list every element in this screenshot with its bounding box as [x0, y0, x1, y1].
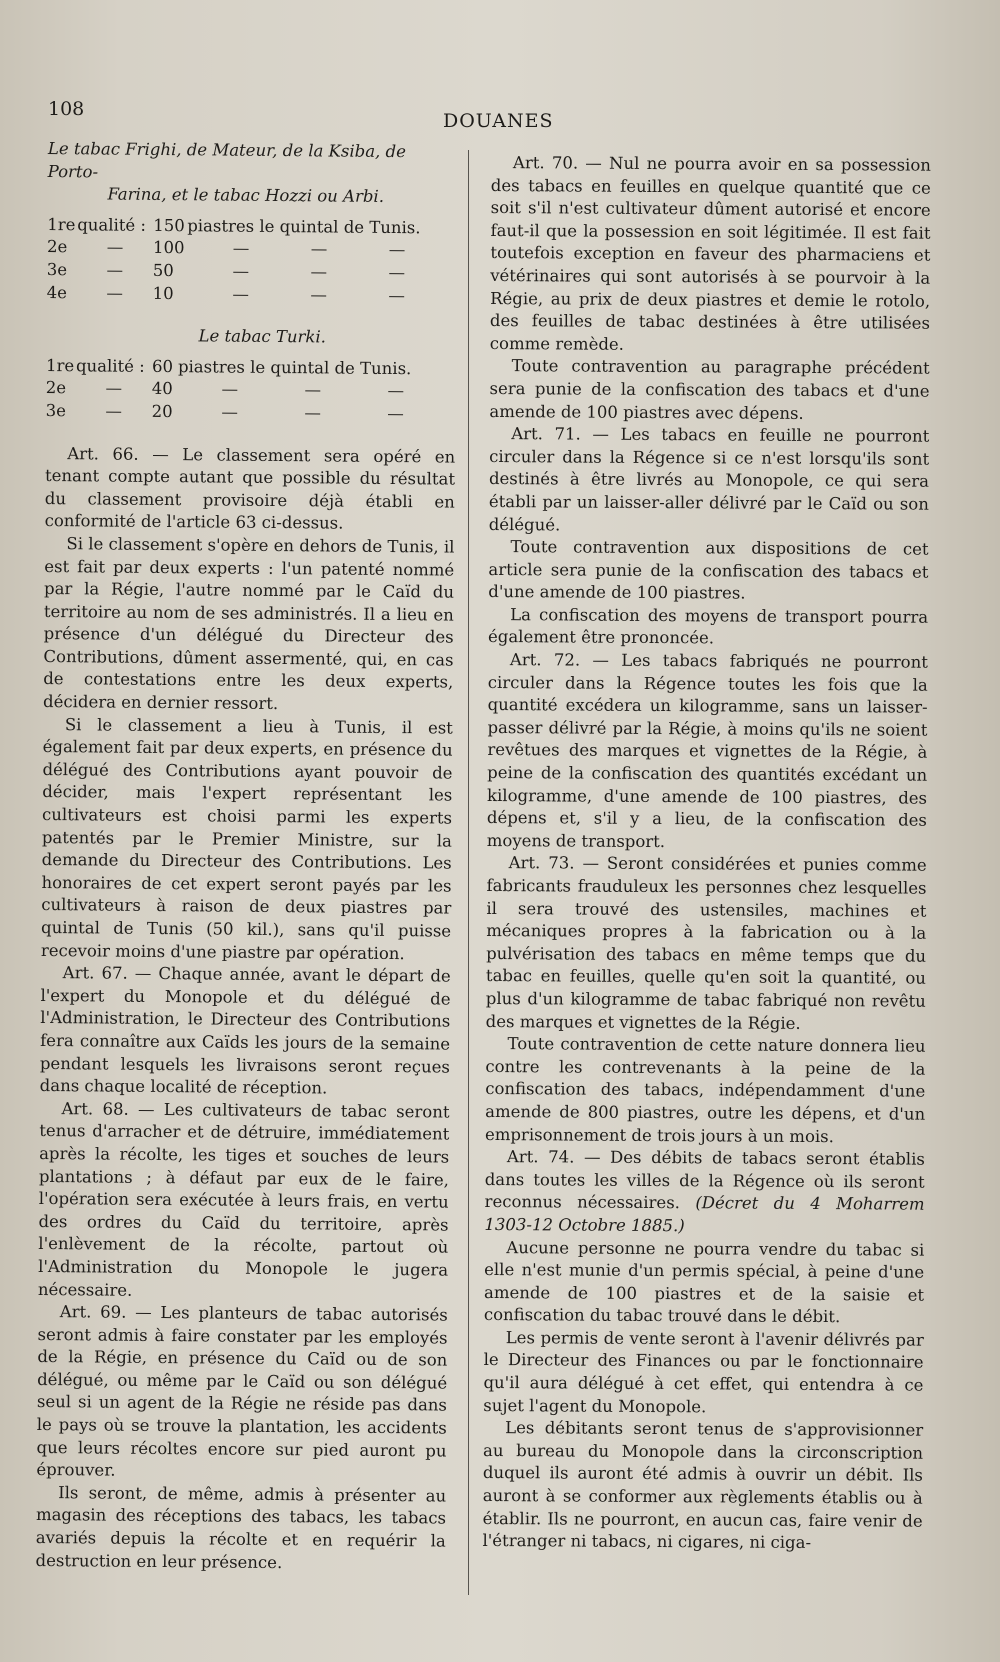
grade-value: 150 [153, 215, 185, 235]
grade-value: 20 [151, 401, 173, 422]
article-72: Art. 72. — Les tabacs fabriqués ne pourront circuler dans la Régence toutes les fois que la quantité excédera un kilogramme, sans un laisser-passer délivré par la Régie, à moins qu'ils ne soient revêtues des marques et vignettes de la Régie, à peine de la confiscation des quantités excédant un kilogramme, d'une amende de 100 piastres, des dépens et, s'il y a lieu, de la confiscation des moyens de transport. [486, 650, 928, 851]
tabac1-heading [47, 138, 458, 209]
paragraph-tabacs-avaries: Ils seront, de même, admis à présenter au magasin des réceptions des tabacs, les tabacs avariés depuis la récolte et en requérir la destruction en leur présence. [35, 1482, 447, 1572]
tabac2-grade-table [46, 355, 457, 426]
grade-ditto-mark: — [106, 237, 124, 258]
grade-unit: — [232, 284, 249, 304]
grade-ditto-mark: — [310, 262, 328, 282]
grade-ditto-mark: — [105, 401, 122, 421]
grade-ditto-mark: — [310, 239, 328, 259]
paragraph-contravention-73: Toute contravention de cette nature donnera lieu contre les contrevenants à la peine de la confiscation des tabacs, indépendamment d'une amende de 800 piastres, outre les dépens, et d'un emprisonnement de trois jours à un mois. [484, 1034, 926, 1146]
grade-value: 100 [152, 238, 185, 258]
right-column [482, 152, 931, 1555]
article-74-text: Art. 74. — Des débits de tabacs seront établis dans toutes les villes de la Régence où ils seront reconnus nécessaires. [484, 1147, 925, 1213]
grade-label: 1re [45, 355, 75, 375]
grade-unit: piastres le quintal de Tunis. [187, 216, 421, 238]
grade-unit: piastres le quintal de Tunis. [177, 356, 412, 378]
grade-value: 50 [152, 260, 174, 281]
paragraph-debitants: Les débitants seront tenus de s'approvisionner au bureau du Monopole dans la circonscription duquel ils auront été admis à ouvrir un débit. Ils auront à se conformer aux règlements établis ou à établir. Ils ne pourront, en aucun cas, faire venir de l'étranger ni tabacs, ni cigares, ni ciga- [482, 1418, 924, 1553]
grade-label: 1re [47, 214, 76, 235]
grade-value: 10 [152, 283, 174, 303]
grade-value: 40 [151, 379, 173, 399]
grade-quality-label: qualité : [77, 215, 147, 235]
grade-value: 60 [151, 356, 174, 376]
article-66: Art. 66. — Le classement sera opéré en tenant compte autant que possible du résultat du classement provisoire déjà établi en conformité de l'article 63 ci-dessus. [44, 443, 456, 533]
grade-ditto-mark: — [304, 380, 322, 400]
grade-label: 3e [46, 259, 68, 280]
grade-unit: — [221, 379, 239, 400]
tabac1-grade-table [47, 214, 458, 308]
page-number: 108 [48, 98, 85, 120]
paragraph-permis-vente: Les permis de vente seront à l'avenir délivrés par le Directeur des Finances ou par le fonctionnaire qu'il aura délégué à cet effet, qui entendra à ce sujet l'agent du Monopole. [483, 1327, 924, 1416]
tabac2-heading: Le tabac Turki. [198, 326, 327, 347]
tabac1-heading-line1: Le tabac Frighi, de Mateur, de la Ksiba, de Porto- [47, 138, 406, 182]
paragraph-permis-special: Aucune personne ne pourra vendre du tabac si elle n'est munie d'un permis spécial, à peine d'une amende de 100 piastres et de la saisie et confiscation du tabac trouvé dans le débit. [483, 1237, 925, 1327]
grade-unit: — [232, 261, 250, 281]
paragraph-contravention-71: Toute contravention aux dispositions de cet article sera punie de la confiscation des tabacs et d'une amende de 100 piastres. [488, 537, 929, 603]
paragraph-contravention-70: Toute contravention au paragraphe précédent sera punie de la confiscation des tabacs et d'une amende de 100 piastres avec dépens. [489, 356, 930, 423]
grade-ditto-mark: — [387, 381, 405, 401]
left-column [35, 138, 458, 1576]
article-71: Art. 71. — Les tabacs en feuille ne pourront circuler dans la Régence si ce n'est lorsqu'ils sont destinés à être livrés au Monopole, ce qui sera établi par un laisser-aller délivré par le Caïd ou son délégué. [488, 424, 930, 534]
grade-ditto-mark: — [388, 285, 405, 305]
article-69: Art. 69. — Les planteurs de tabac autorisés seront admis à faire constater par les employés de la Régie, en présence du Caïd ou de son délégué, ou même par le Caïd ou son délégué seul si un agent de la Régie ne réside pas dans le pays où se trouve la plantation, les accidents que leurs récoltes encore sur pied auront pu éprouver. [36, 1302, 448, 1480]
grade-ditto-mark: — [388, 240, 406, 260]
article-70: Art. 70. — Nul ne pourra avoir en sa possession des tabacs en feuilles en quelque quantité que ce soit s'il n'est cultivateur dûment autorisé et encore faut-il que la possession en soit légitimée. Il est fait toutefois exception en faveur des pharmaciens et vétérinaires qui sont autorisés à se pourvoir à la Régie, au prix de deux piastres et demie le rotolo, des feuilles de tabac destinées à être utilisées comme remède. [489, 153, 931, 354]
grade-row [46, 400, 456, 426]
grade-ditto-mark: — [310, 284, 327, 305]
grade-label: 3e [45, 400, 66, 421]
grade-quality-label: qualité : [75, 356, 145, 376]
grade-ditto-mark: — [387, 403, 404, 424]
grade-label: 2e [46, 237, 68, 257]
running-title: DOUANES [443, 110, 554, 132]
grade-label: 4e [46, 282, 68, 302]
grade-unit: — [221, 402, 238, 422]
grade-ditto-mark: — [105, 378, 123, 398]
grade-unit: — [232, 238, 250, 259]
paragraph-classement-hors-tunis: Si le classement s'opère en dehors de Tunis, il est fait par deux experts : l'un patenté nommé par la Régie, l'autre nommé par le Caïd du territoire au nom de ses administrés. Il a lieu en présence d'un délégué du Directeur des Contributions, dûment assermenté, qui, en cas de contestations entre les deux experts, décidera en dernier ressort. [42, 534, 455, 714]
grade-ditto-mark: — [304, 403, 321, 423]
tabac1-heading-line2: Farina, et le tabac Hozzi ou Arbi. [107, 184, 385, 207]
article-74 [484, 1146, 925, 1239]
grade-label: 2e [45, 378, 67, 398]
paragraph-classement-tunis: Si le classement a lieu à Tunis, il est également fait par deux experts, en présence du délégué des Contributions ayant pouvoir de décider, mais l'expert représentant les cultivateurs est choisi parmi les experts patentés par le Premier Ministre, sur la demande du Directeur des Contributions. Les honoraires de cet expert seront payés par les cultivateurs à raison de deux piastres par quintal de Tunis (50 kil.), sans qu'il puisse recevoir moins d'une piastre par opération. [40, 714, 453, 963]
article-68: Art. 68. — Les cultivateurs de tabac seront tenus d'arracher et de détruire, immédiatement après la récolte, les tiges et souches de leurs plantations ; à défaut par eux de le faire, l'opération sera exécutée à leurs frais, en vertu des ordres du Caïd du territoire, après l'enlèvement de la récolte, partout où l'Administration du Monopole le jugera nécessaire. [37, 1098, 450, 1300]
paragraph-confiscation-transport: La confiscation des moyens de transport pourra également être prononcée. [487, 605, 929, 648]
grade-ditto-mark: — [106, 260, 124, 280]
article-73: Art. 73. — Seront considérées et punies comme fabricants frauduleux les personnes chez lesquelles il sera trouvé des ustensiles, machines et mécaniques propres à la fabrication ou à la pulvérisation des tabacs en même temps que du tabac en feuilles, quelle qu'en soit la quantité, ou plus d'un kilogramme de tabac fabriqué non revêtu des marques et vignettes de la Régie. [485, 853, 927, 1033]
column-divider [468, 150, 469, 1595]
article-67: Art. 67. — Chaque année, avant le départ de l'expert du Monopole et du délégué de l'Administration, le Directeur des Contributions fera connaître aux Caïds les jours de la semaine pendant lesquels les livraisons seront reçues dans chaque localité de réception. [39, 963, 451, 1098]
article-74-decree: (Décret du 4 Moharrem 1303-12 Octobre 1885.) [484, 1193, 925, 1236]
grade-ditto-mark: — [388, 262, 406, 283]
grade-ditto-mark: — [106, 283, 123, 303]
grade-row [47, 282, 457, 308]
